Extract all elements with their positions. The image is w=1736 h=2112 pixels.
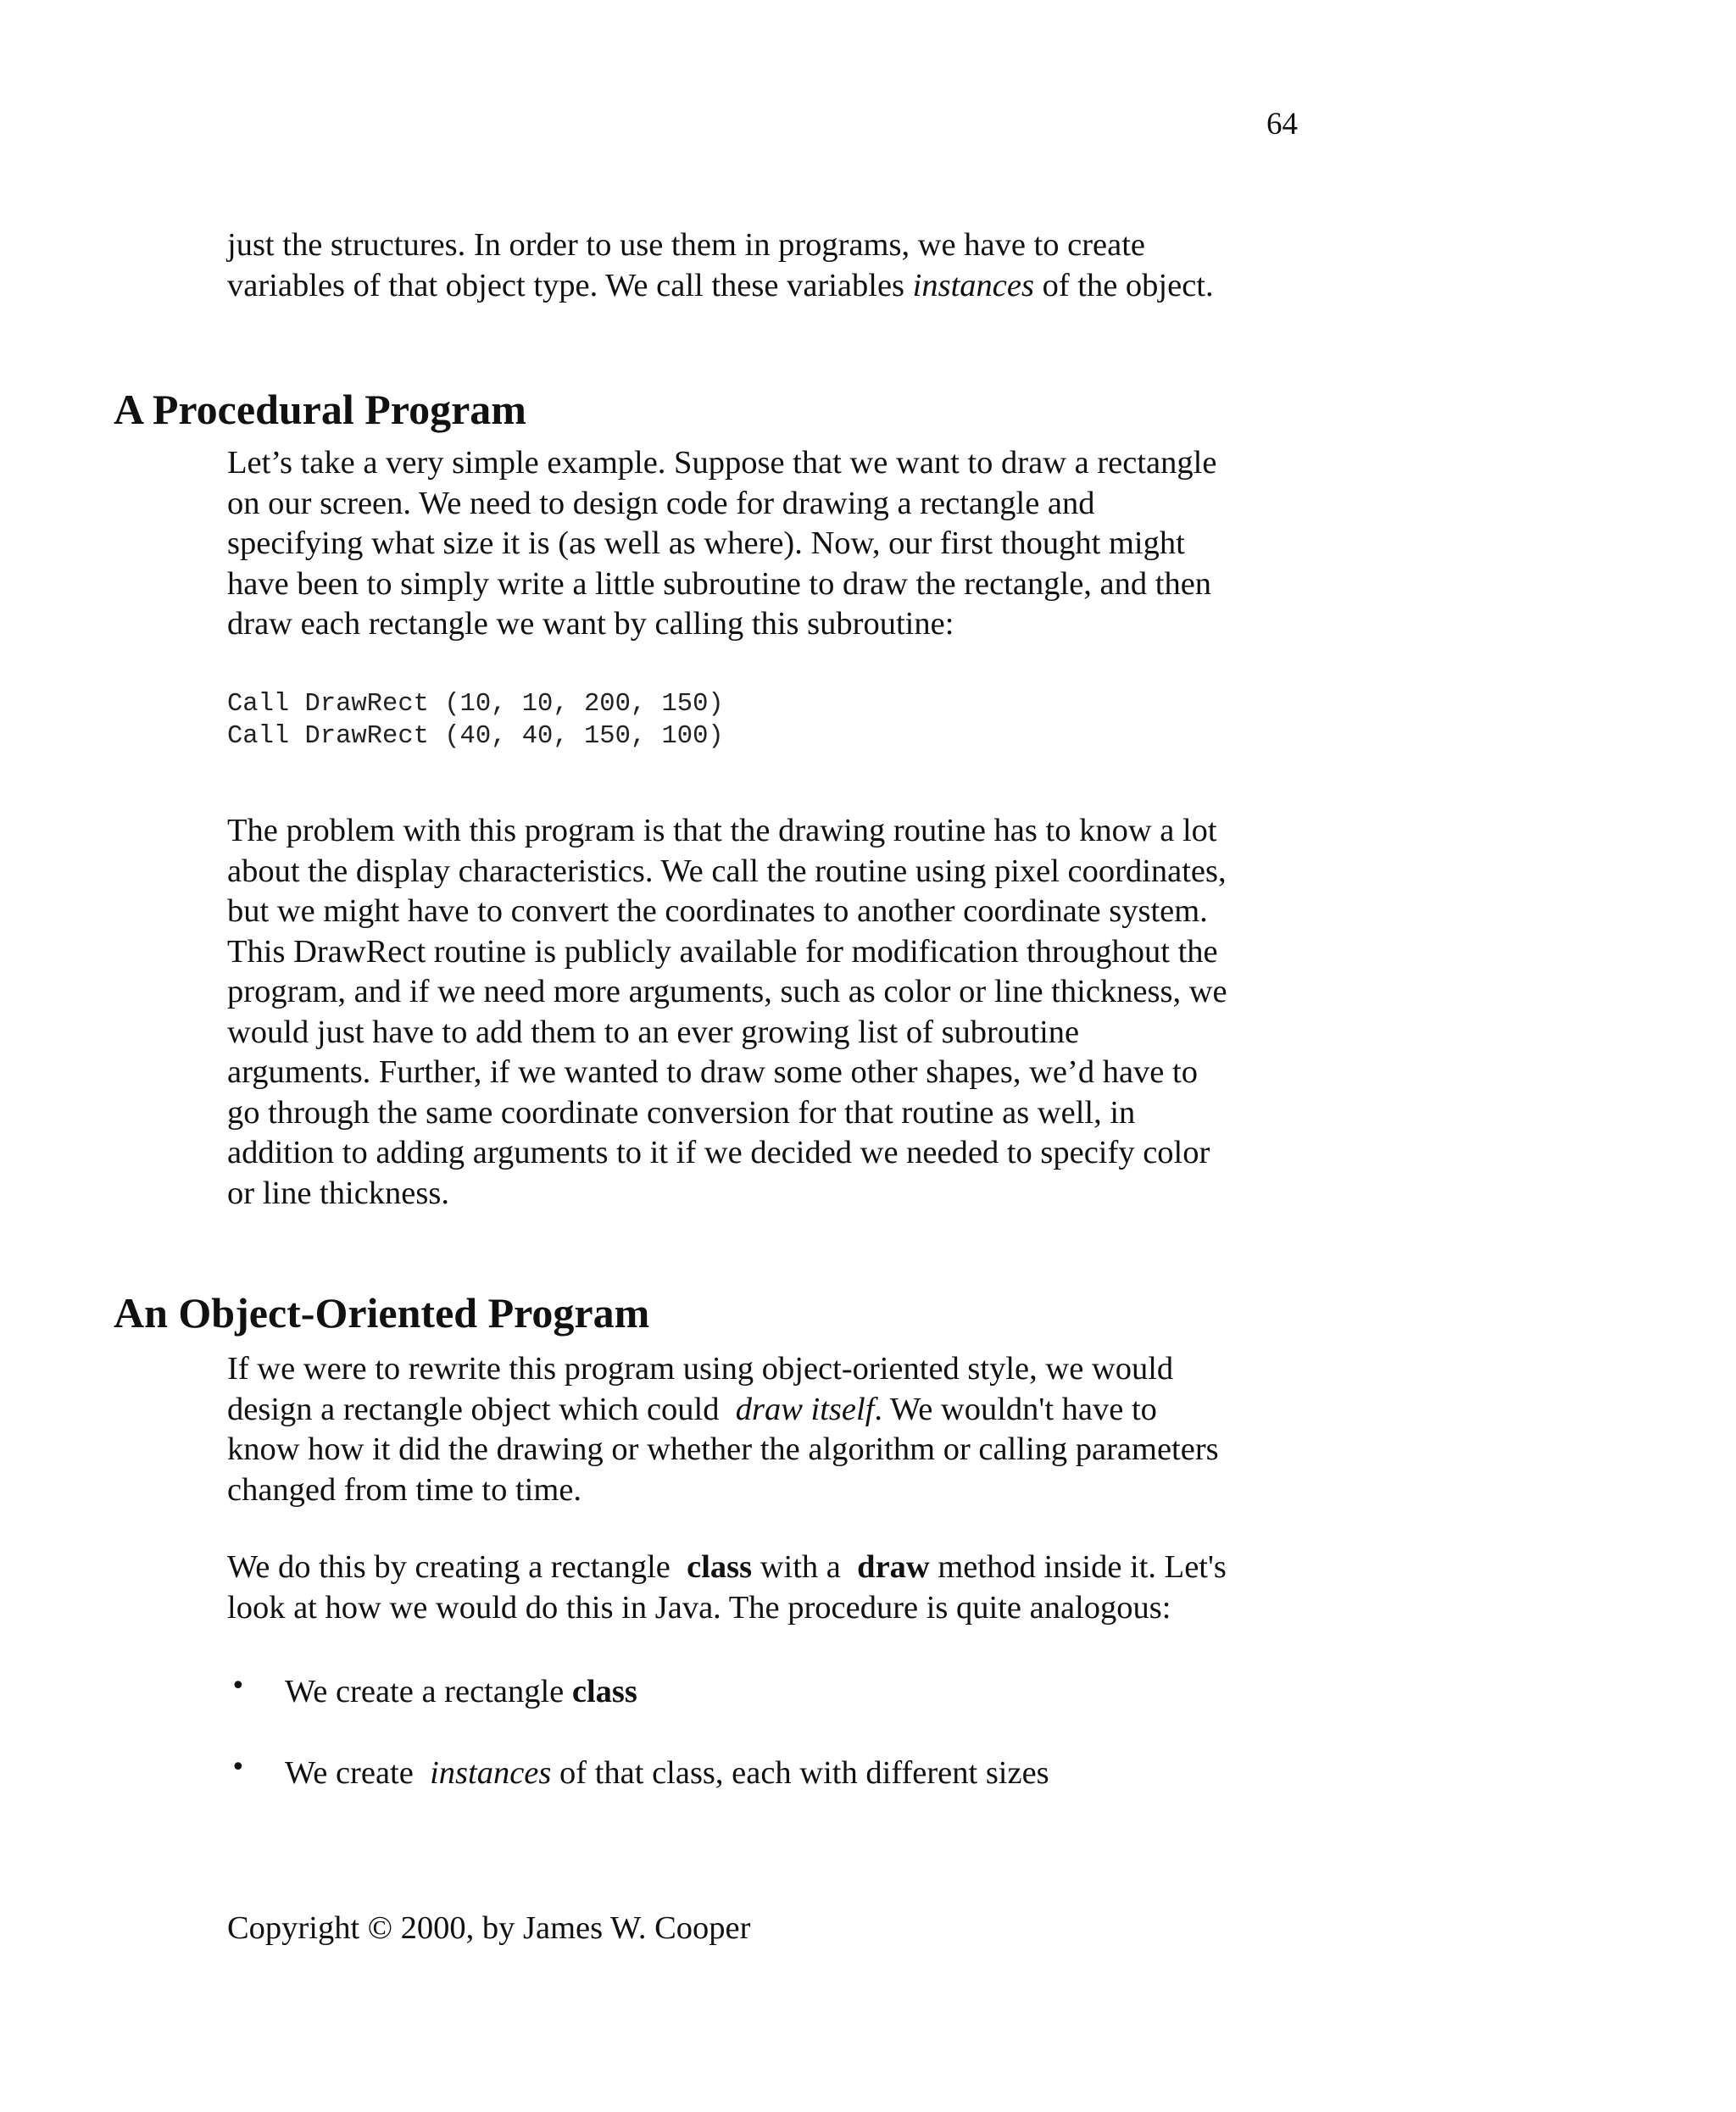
- bullet-text: [285, 1676, 637, 1709]
- text-run: of the object.: [1033, 267, 1214, 303]
- page-number: 64: [1266, 107, 1298, 142]
- bullet-text: [285, 1757, 1049, 1790]
- paragraph-line: program, and if we need more arguments, such as color or line thickness, we: [227, 974, 1227, 1009]
- paragraph-line: [227, 1548, 1329, 1588]
- text-run: design a rectangle object which could: [227, 1391, 736, 1427]
- text-run: method inside it. Let's: [929, 1549, 1227, 1585]
- emphasis-instances: instances: [430, 1755, 552, 1791]
- paragraph-line: [227, 1390, 1329, 1431]
- text-run: with a: [752, 1549, 858, 1585]
- paragraph-line: look at how we would do this in Java. The procedure is quite analogous:: [227, 1589, 1171, 1626]
- paragraph-line: but we might have to convert the coordinates to another coordinate system.: [227, 893, 1208, 929]
- text-run: We do this by creating a rectangle: [227, 1549, 687, 1585]
- text-run: We create: [285, 1755, 431, 1791]
- code-line: Call DrawRect (40, 40, 150, 100): [227, 722, 724, 751]
- paragraph-line: would just have to add them to an ever growing list of subroutine: [227, 1014, 1080, 1050]
- paragraph-line: addition to adding arguments to it if we decided we needed to specify color: [227, 1135, 1210, 1170]
- bold-draw: draw: [857, 1549, 930, 1585]
- section-heading-procedural: A Procedural Program: [114, 386, 526, 433]
- procedural-paragraph-1: [227, 443, 1329, 645]
- paragraph-line: specifying what size it is (as well as where). Now, our first thought might: [227, 525, 1185, 561]
- emphasis-draw-itself: draw itself: [735, 1391, 875, 1427]
- text-run: variables of that object type. We call these variables: [227, 267, 913, 303]
- paragraph-line: draw each rectangle we want by calling this subroutine:: [227, 606, 954, 642]
- paragraph-line: The problem with this program is that the drawing routine has to know a lot: [227, 813, 1217, 848]
- bold-class: class: [571, 1674, 637, 1709]
- text-run: We create a rectangle: [285, 1674, 572, 1709]
- paragraph-line: on our screen. We need to design code for drawing a rectangle and: [227, 485, 1095, 521]
- text-run: . We wouldn't have to: [874, 1391, 1157, 1427]
- paragraph-line: If we were to rewrite this program using object-oriented style, we would: [227, 1351, 1174, 1387]
- section-heading-object-oriented: An Object-Oriented Program: [114, 1289, 650, 1337]
- bullet-icon: •: [231, 1671, 246, 1701]
- bullet-icon: •: [231, 1753, 246, 1782]
- intro-line-2: [227, 266, 1329, 307]
- paragraph-line: This DrawRect routine is publicly available for modification throughout the: [227, 933, 1218, 970]
- code-block: [227, 688, 724, 753]
- paragraph-line: have been to simply write a little subroutine to draw the rectangle, and then: [227, 565, 1212, 602]
- paragraph-line: arguments. Further, if we wanted to draw some other shapes, we’d have to: [227, 1054, 1198, 1090]
- paragraph-line: Let’s take a very simple example. Suppose that we want to draw a rectangle: [227, 445, 1217, 481]
- emphasis-instances: instances: [912, 267, 1034, 303]
- oo-paragraph-1: [227, 1349, 1329, 1510]
- code-line: Call DrawRect (10, 10, 200, 150): [227, 690, 724, 719]
- paragraph-line: know how it did the drawing or whether the algorithm or calling parameters: [227, 1431, 1219, 1467]
- paragraph-line: go through the same coordinate conversion for that routine as well, in: [227, 1094, 1136, 1131]
- intro-paragraph: [227, 225, 1329, 306]
- paragraph-line: changed from time to time.: [227, 1471, 582, 1508]
- procedural-paragraph-2: [227, 811, 1329, 1214]
- intro-line-1: just the structures. In order to use them in programs, we have to create: [227, 227, 1146, 263]
- bold-class: class: [687, 1549, 753, 1585]
- paragraph-line: or line thickness.: [227, 1175, 449, 1211]
- copyright-footer: Copyright © 2000, by James W. Cooper: [227, 1910, 751, 1946]
- paragraph-line: about the display characteristics. We call the routine using pixel coordinates,: [227, 853, 1227, 889]
- text-run: of that class, each with different sizes: [551, 1755, 1049, 1791]
- oo-paragraph-2: [227, 1548, 1329, 1628]
